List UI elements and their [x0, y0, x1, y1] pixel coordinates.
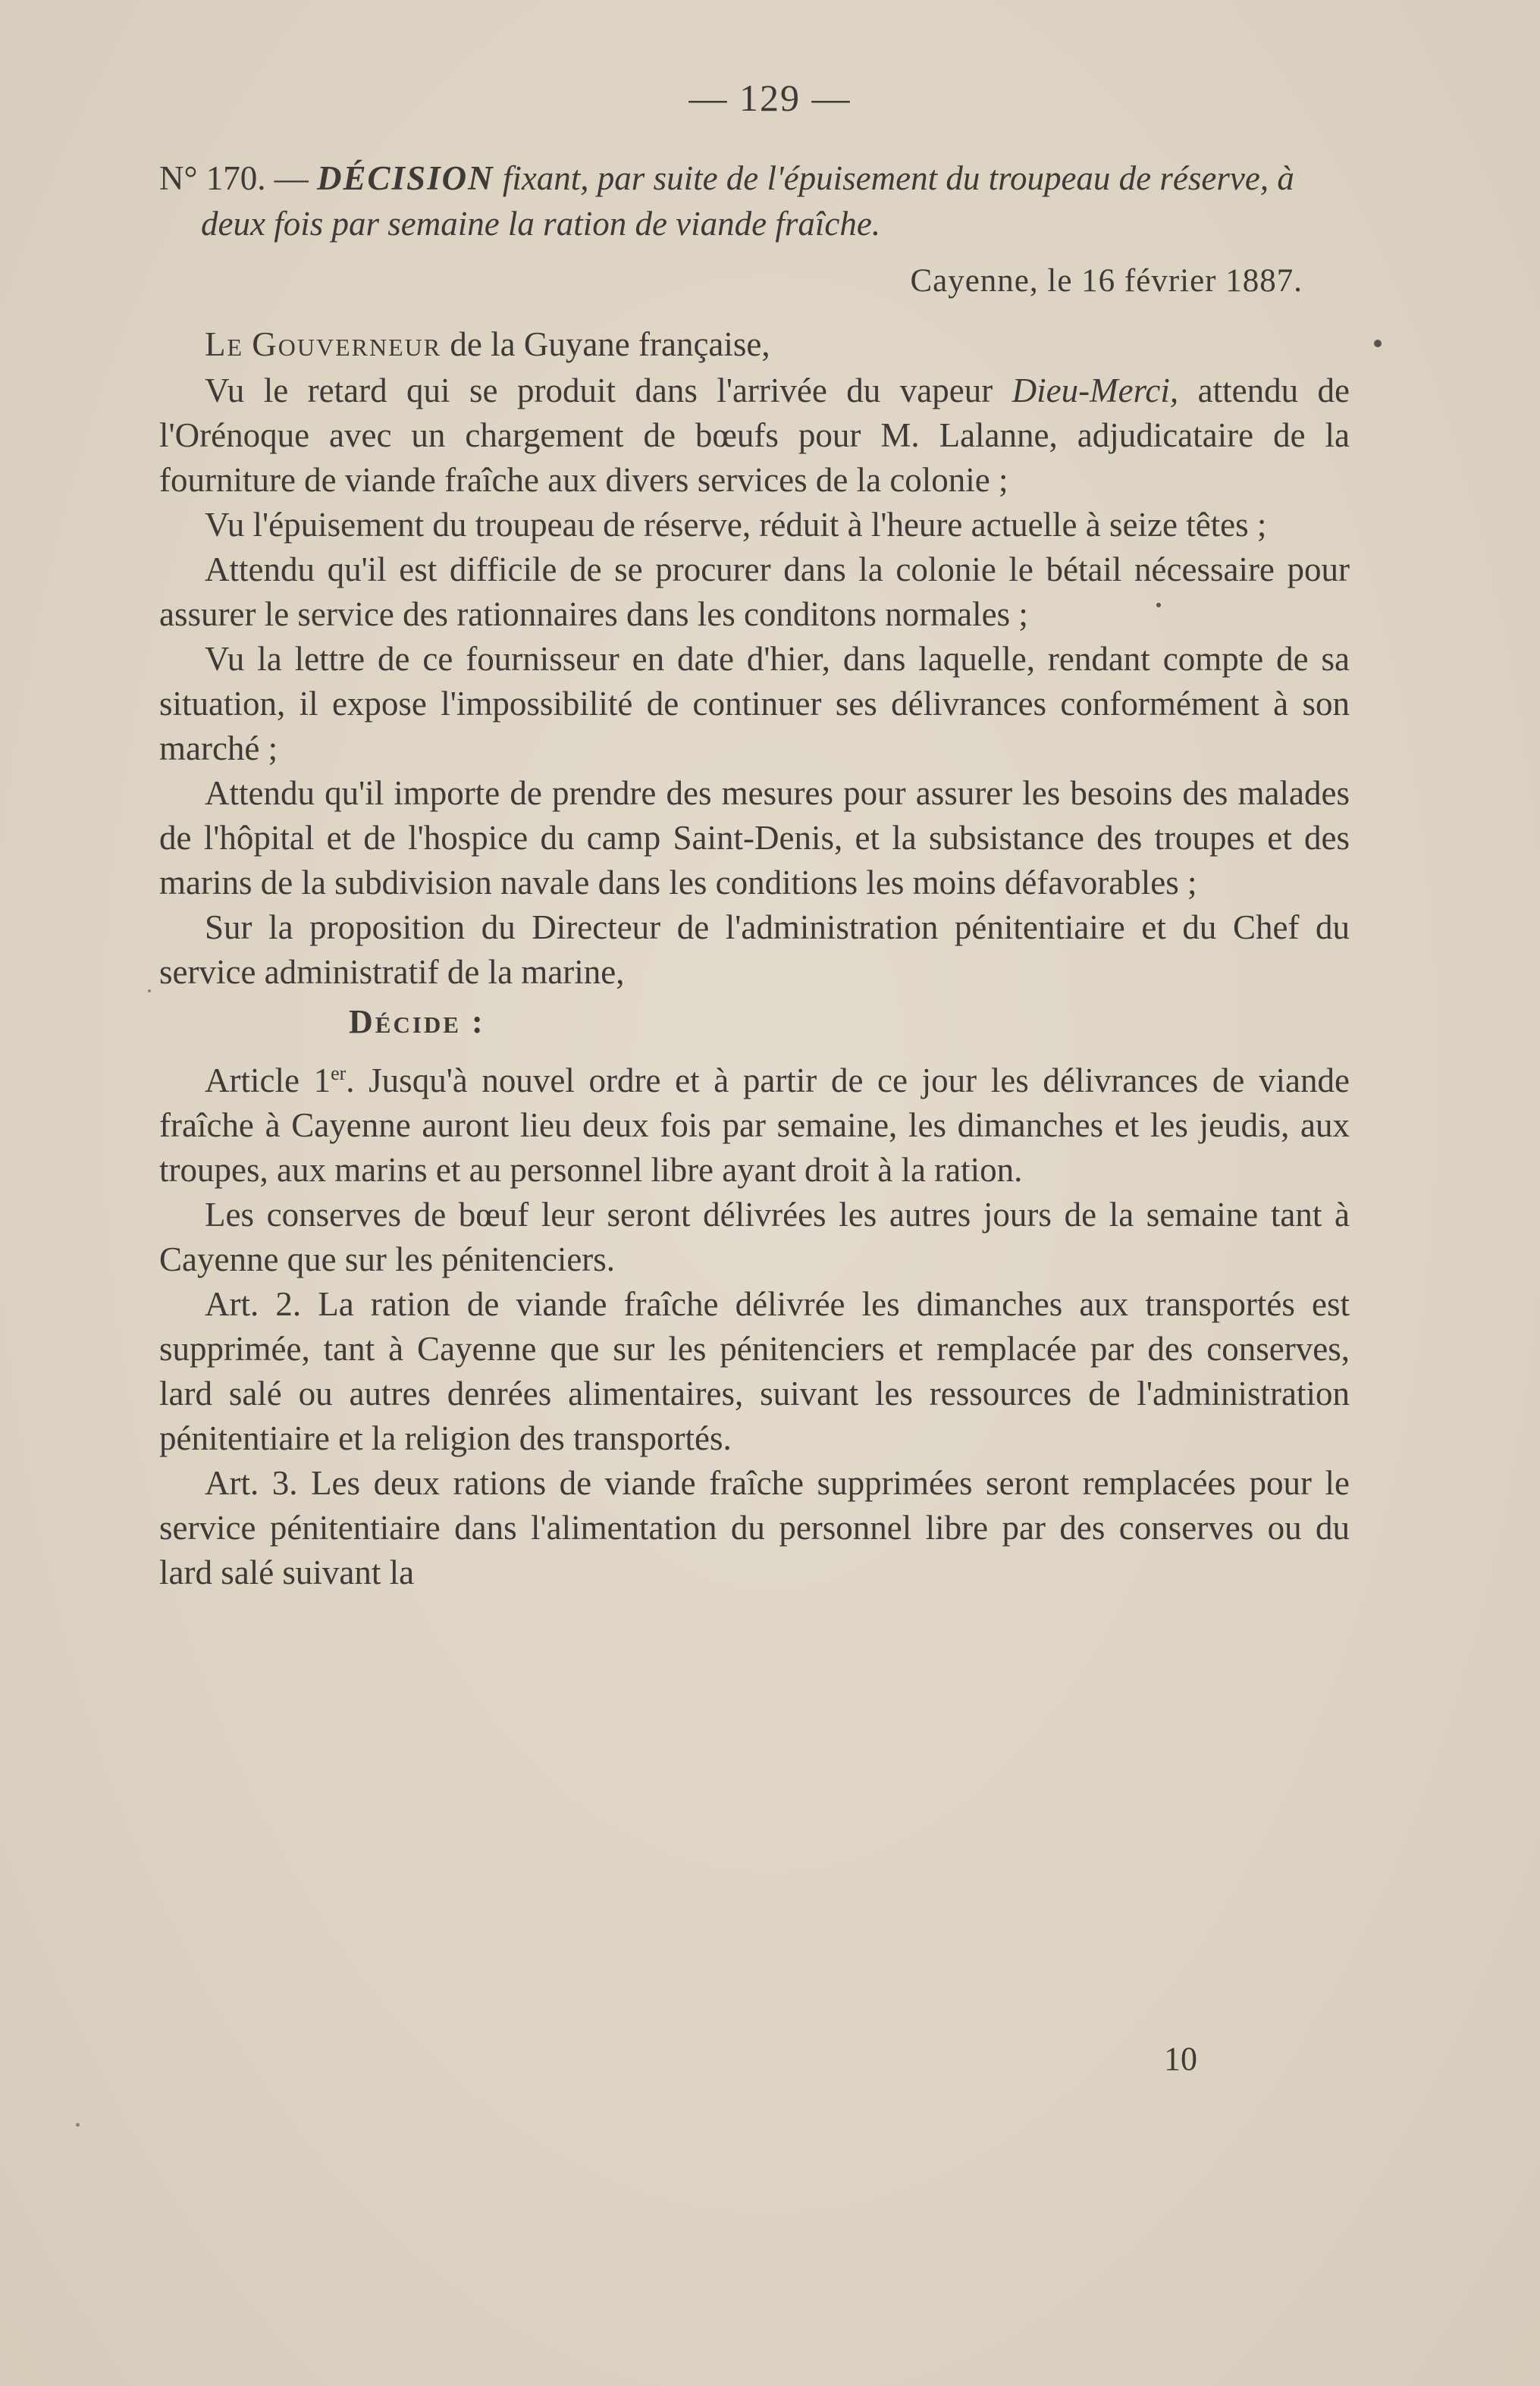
opening-gouverneur: Gouverneur	[252, 325, 442, 363]
page-number: — 129 —	[688, 77, 852, 119]
opening-le: Le	[205, 325, 244, 363]
article-paragraph	[159, 1461, 1350, 1595]
decision-dash: —	[265, 159, 317, 197]
decide-heading: Décide :	[349, 1003, 485, 1040]
ink-speck	[1156, 603, 1161, 607]
article-label: Art. 3.	[205, 1464, 298, 1502]
ink-speck	[148, 989, 151, 992]
decision-title: DÉCISION	[317, 159, 494, 197]
consideration-text: Vu le retard qui se produit dans l'arrivée du vapeur	[205, 372, 1012, 409]
document-body	[159, 155, 1350, 1595]
article-paragraph	[159, 1051, 1350, 1193]
opening-rest: de la Guyane française,	[441, 325, 770, 363]
article-superscript: er	[331, 1062, 347, 1084]
dateline: Cayenne, le 16 février 1887.	[910, 263, 1303, 299]
signature-mark: 10	[1164, 2040, 1197, 2077]
article-text: Les deux rations de viande fraîche supprimées seront remplacées pour le service pénitentiaire dans l'alimentation du personnel libre par des conserves ou du lard salé suivant la	[159, 1464, 1350, 1591]
article-label: Art. 2.	[205, 1285, 302, 1323]
consideration-paragraph: Vu l'épuisement du troupeau de réserve, réduit à l'heure actuelle à seize têtes ;	[205, 506, 1267, 544]
consideration-text: attendu de l'Orénoque avec un chargement de bœufs pour M. Lalanne, adjudicataire de la fourniture de viande fraîche aux divers services de la colonie ;	[159, 372, 1350, 499]
article-text: . Jusqu'à nouvel ordre et à partir de ce jour les délivrances de viande fraîche à Cayenne auront lieu deux fois par semaine, les dimanches et les jeudis, aux troupes, aux marins et au personnel libre ayant droit à la ration.	[159, 1061, 1350, 1189]
ink-speck	[76, 2123, 80, 2127]
consideration-paragraph: Attendu qu'il importe de prendre des mesures pour assurer les besoins des malades de l'hôpital et de l'hospice du camp Saint-Denis, et la subsistance des troupes et des marins de la subdivision navale dans les conditions les moins défavorables ;	[159, 774, 1350, 901]
article-paragraph	[159, 1282, 1350, 1461]
decision-number: N° 170.	[159, 159, 266, 197]
opening-line	[159, 322, 1350, 367]
article-label: Article 1	[205, 1061, 331, 1099]
consideration-paragraph	[159, 368, 1350, 503]
consideration-paragraph: Sur la proposition du Directeur de l'administration pénitentiaire et du Chef du service administratif de la marine,	[159, 908, 1350, 991]
decision-description: fixant, par suite de l'épuisement du troupeau de réserve, à deux fois par semaine la ration de viande fraîche.	[201, 159, 1294, 243]
consideration-paragraph: Attendu qu'il est difficile de se procurer dans la colonie le bétail nécessaire pour assurer le service des rationnaires dans les conditons normales ;	[159, 550, 1350, 633]
article-text: La ration de viande fraîche délivrée les dimanches aux transportés est supprimée, tant à Cayenne que sur les pénitenciers et remplacée par des conserves, lard salé ou autres denrées alimentaires, suivant les ressources de l'administration pénitentiaire et la religion des transportés.	[159, 1285, 1350, 1457]
consideration-paragraph: Vu la lettre de ce fournisseur en date d'hier, dans laquelle, rendant compte de sa situation, il expose l'impossibilité de continuer ses délivrances conformément à son marché ;	[159, 640, 1350, 767]
decision-heading	[159, 155, 1350, 246]
ink-speck	[1374, 340, 1382, 347]
article-paragraph: Les conserves de bœuf leur seront délivrées les autres jours de la semaine tant à Cayenne que sur les pénitenciers.	[159, 1196, 1350, 1278]
ship-name: Dieu-Merci,	[1012, 372, 1179, 409]
